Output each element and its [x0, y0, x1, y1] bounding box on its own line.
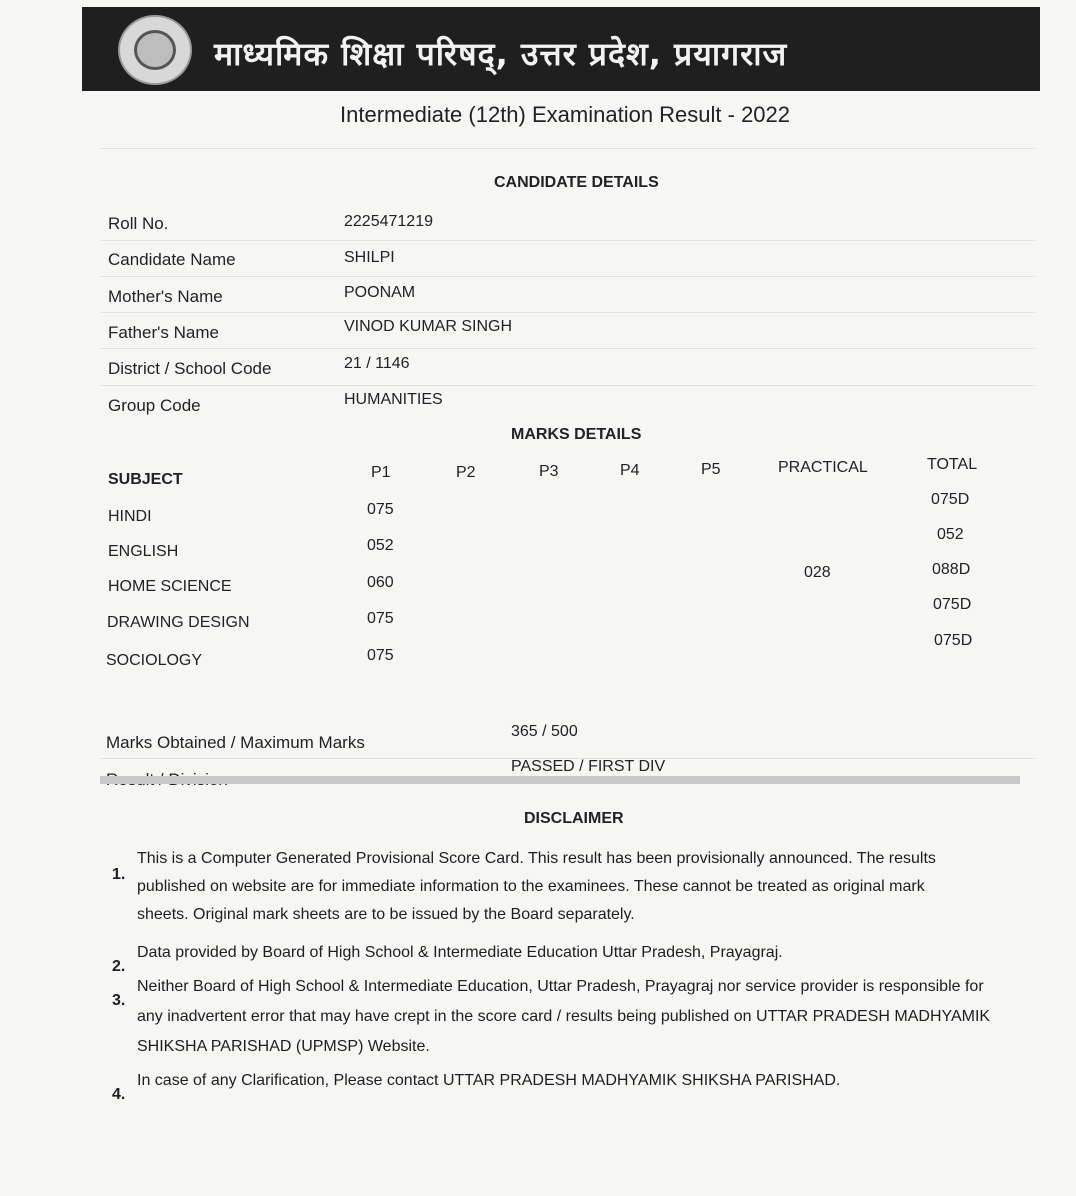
marks-details-heading: MARKS DETAILS	[511, 426, 642, 443]
header-p4: P4	[620, 462, 640, 479]
roll-no-value: 2225471219	[344, 213, 433, 230]
marks-obtained-value: 365 / 500	[511, 723, 578, 740]
district-school-label: District / School Code	[108, 359, 272, 378]
group-code-label: Group Code	[108, 396, 201, 415]
section-separator	[100, 776, 1020, 784]
father-name-value: VINOD KUMAR SINGH	[344, 318, 513, 335]
board-title: माध्यमिक शिक्षा परिषद्, उत्तर प्रदेश, प्रयागराज	[214, 35, 788, 73]
p1-cell: 075	[367, 501, 394, 518]
subject-cell: HOME SCIENCE	[108, 578, 232, 595]
total-cell: 088D	[932, 561, 971, 578]
header-total: TOTAL	[927, 456, 978, 473]
header-p1: P1	[371, 464, 391, 481]
subject-cell: DRAWING DESIGN	[107, 614, 250, 631]
total-cell: 075D	[933, 596, 972, 613]
marks-obtained-label: Marks Obtained / Maximum Marks	[106, 733, 365, 752]
subject-cell: SOCIOLOGY	[106, 652, 203, 669]
header-p5: P5	[701, 461, 721, 478]
total-cell: 052	[937, 526, 964, 543]
board-logo-icon	[118, 15, 192, 85]
header-p3: P3	[539, 463, 559, 480]
p1-cell: 075	[367, 647, 394, 664]
total-cell: 075D	[934, 632, 973, 649]
exam-title: Intermediate (12th) Examination Result - 2022	[340, 102, 791, 127]
father-name-label: Father's Name	[108, 323, 219, 342]
candidate-name-label: Candidate Name	[108, 250, 236, 269]
divider	[100, 148, 1035, 149]
candidate-details-heading: CANDIDATE DETAILS	[494, 174, 659, 191]
total-cell: 075D	[931, 491, 970, 508]
p1-cell: 052	[367, 537, 394, 554]
disclaimer-heading: DISCLAIMER	[524, 810, 624, 827]
p1-cell: 060	[367, 574, 394, 591]
header-practical: PRACTICAL	[778, 459, 868, 476]
result-division-value: PASSED / FIRST DIV	[511, 758, 666, 775]
p1-cell: 075	[367, 610, 394, 627]
practical-cell: 028	[804, 564, 831, 581]
mother-name-value: POONAM	[344, 284, 416, 301]
district-school-value: 21 / 1146	[344, 355, 410, 372]
subject-cell: ENGLISH	[108, 543, 179, 560]
subject-cell: HINDI	[108, 508, 152, 525]
roll-no-label: Roll No.	[108, 214, 169, 233]
header-subject: SUBJECT	[108, 471, 183, 488]
candidate-name-value: SHILPI	[344, 249, 395, 266]
group-code-value: HUMANITIES	[344, 391, 443, 408]
header-p2: P2	[456, 464, 476, 481]
mother-name-label: Mother's Name	[108, 287, 223, 306]
